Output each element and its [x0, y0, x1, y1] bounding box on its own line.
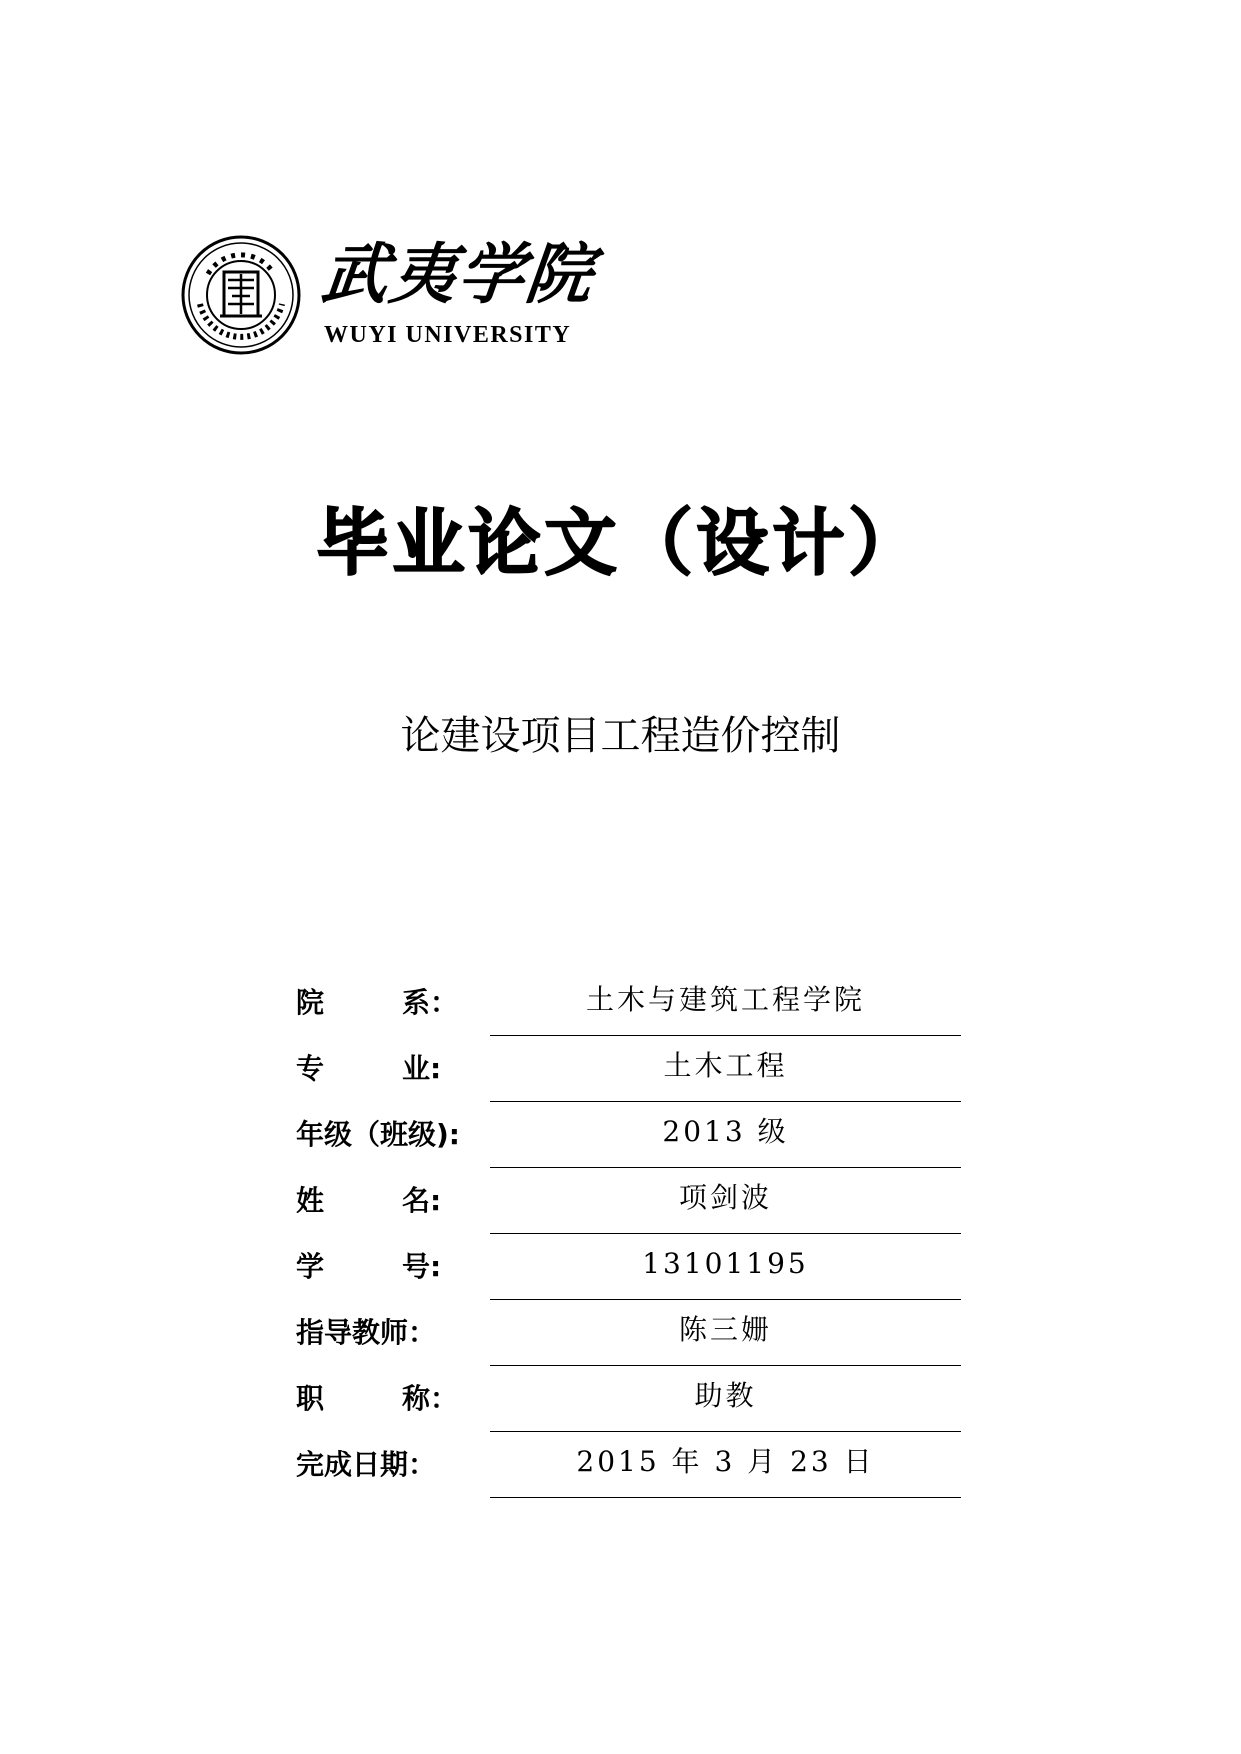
university-name-cn: 武夷学院 — [317, 235, 599, 313]
info-label: 指导教师： — [296, 1316, 437, 1349]
info-row-completion-date — [296, 1432, 961, 1498]
university-logo — [180, 230, 600, 360]
info-value: 助教 — [490, 1366, 961, 1432]
info-value: 土木工程 — [490, 1036, 961, 1102]
info-row-major — [296, 1036, 961, 1102]
university-seal-icon — [180, 234, 302, 356]
info-value: 2015 年 3 月 23 日 — [490, 1432, 961, 1498]
info-label: 职 称： — [296, 1382, 458, 1415]
info-row-grade — [296, 1102, 961, 1168]
thesis-title: 论建设项目工程造价控制 — [400, 713, 841, 759]
info-table — [296, 970, 961, 1498]
info-row-advisor — [296, 1300, 961, 1366]
document-type-title: 毕业论文（设计） — [316, 501, 925, 585]
info-row-title — [296, 1366, 961, 1432]
info-row-name — [296, 1168, 961, 1234]
info-label: 完成日期： — [296, 1448, 437, 1481]
info-label: 年级（班级): — [296, 1118, 460, 1151]
info-value: 13101195 — [490, 1234, 961, 1300]
info-value: 项剑波 — [490, 1168, 961, 1234]
info-value: 2013 级 — [490, 1102, 961, 1168]
info-value: 陈三姗 — [490, 1300, 961, 1366]
info-label: 院 系： — [296, 986, 458, 1019]
info-label: 专 业: — [296, 1052, 442, 1085]
info-row-student-id — [296, 1234, 961, 1300]
info-value: 土木与建筑工程学院 — [490, 970, 961, 1036]
info-label: 学 号: — [296, 1250, 442, 1283]
university-name-en: WUYI UNIVERSITY — [324, 322, 572, 348]
info-label: 姓 名: — [296, 1184, 442, 1217]
info-row-department — [296, 970, 961, 1036]
